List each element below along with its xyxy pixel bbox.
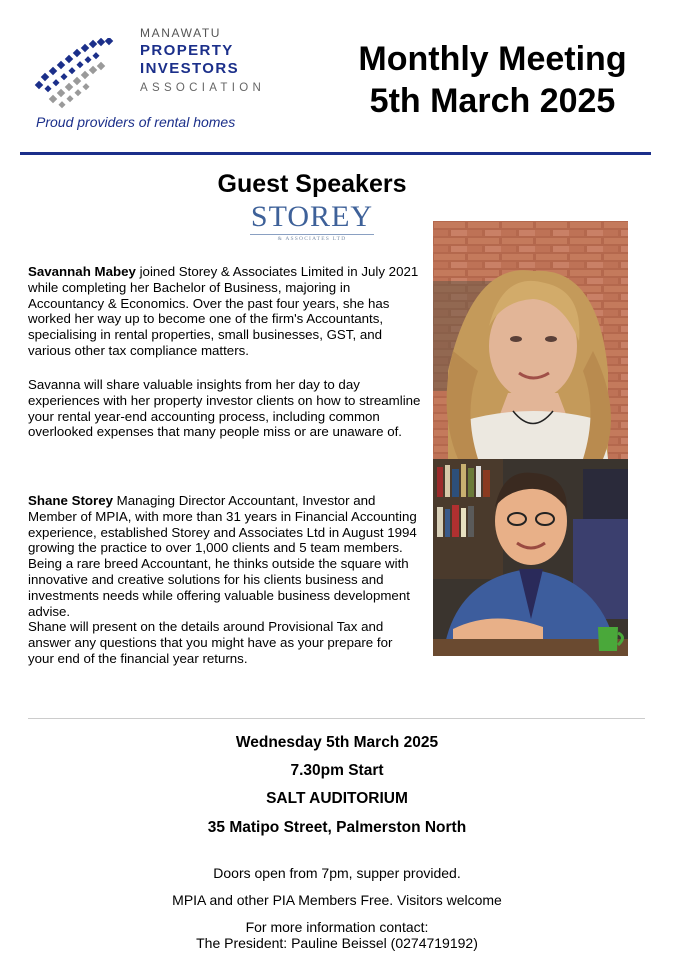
speaker-2-talk: Shane will present on the details around Provisional Tax and answer any questions that you might have as your prepare for your end of the financial year returns. bbox=[28, 619, 393, 666]
header-divider bbox=[20, 152, 651, 155]
logo-line-association: ASSOCIATION bbox=[140, 82, 266, 94]
logo-line-property: PROPERTY bbox=[140, 42, 234, 59]
event-time: 7.30pm Start bbox=[290, 762, 384, 779]
storey-logo bbox=[248, 200, 376, 244]
speaker-1-name: Savannah Mabey bbox=[28, 264, 136, 279]
speaker-2-photo bbox=[433, 459, 628, 656]
title-line-2: 5th March 2025 bbox=[369, 82, 616, 120]
speaker-1-bio-text: joined Storey & Associates Limited in July 2021 while completing her Bachelor of Business, majoring in Accountancy & Economics. Over the past four years, she has worked her way up to become one of the firm's Accountants, specialising in rental properties, small businesses, GST, and various other tax compliance matters. bbox=[28, 264, 419, 358]
president-contact: The President: Pauline Beissel (0274719192) bbox=[196, 935, 478, 951]
speaker-2-bio-text: Managing Director Accountant, Investor and Member of MPIA, with more than 31 years in Financial Accounting experience, established Storey and Associates Ltd in August 1994 growing the practice to over 1,000 clients and 5 team members. bbox=[28, 493, 417, 556]
logo-tagline: Proud providers of rental homes bbox=[36, 114, 236, 130]
page-title bbox=[320, 38, 665, 122]
section-divider bbox=[28, 718, 645, 719]
speaker-1-talk: Savanna will share valuable insights from her day to day experiences with her property investor clients on how to streamline your rental year-end accounting process, including common overlooked expenses that many people miss or are unaware of. bbox=[28, 377, 421, 440]
doors-info: Doors open from 7pm, supper provided. bbox=[213, 865, 461, 881]
event-venue: SALT AUDITORIUM bbox=[266, 790, 408, 807]
speaker-2-bio bbox=[28, 493, 418, 667]
event-date: Wednesday 5th March 2025 bbox=[235, 734, 439, 751]
guest-speakers-heading: Guest Speakers bbox=[217, 170, 407, 198]
members-info: MPIA and other PIA Members Free. Visitors welcome bbox=[172, 892, 502, 908]
speaker-2-name: Shane Storey bbox=[28, 493, 113, 508]
logo-mark-icon bbox=[30, 38, 140, 118]
storey-logo-rule bbox=[250, 234, 374, 235]
contact-info: For more information contact: bbox=[245, 919, 429, 935]
logo-region-text: MANAWATU bbox=[140, 26, 222, 40]
storey-logo-sub: & ASSOCIATES LTD bbox=[277, 236, 347, 242]
storey-logo-name: STOREY bbox=[250, 200, 374, 233]
speaker-1-bio bbox=[28, 264, 423, 359]
event-address: 35 Matipo Street, Palmerston North bbox=[207, 819, 467, 836]
speaker-2-bio-more: Being a rare breed Accountant, he thinks outside the square with innovative and creative solutions for his clients business and investments needs while offering valuable business development advise. bbox=[28, 556, 410, 619]
speaker-1-photo bbox=[433, 221, 628, 459]
association-logo bbox=[22, 14, 266, 136]
logo-line-investors: INVESTORS bbox=[140, 60, 240, 77]
title-line-1: Monthly Meeting bbox=[358, 40, 627, 78]
